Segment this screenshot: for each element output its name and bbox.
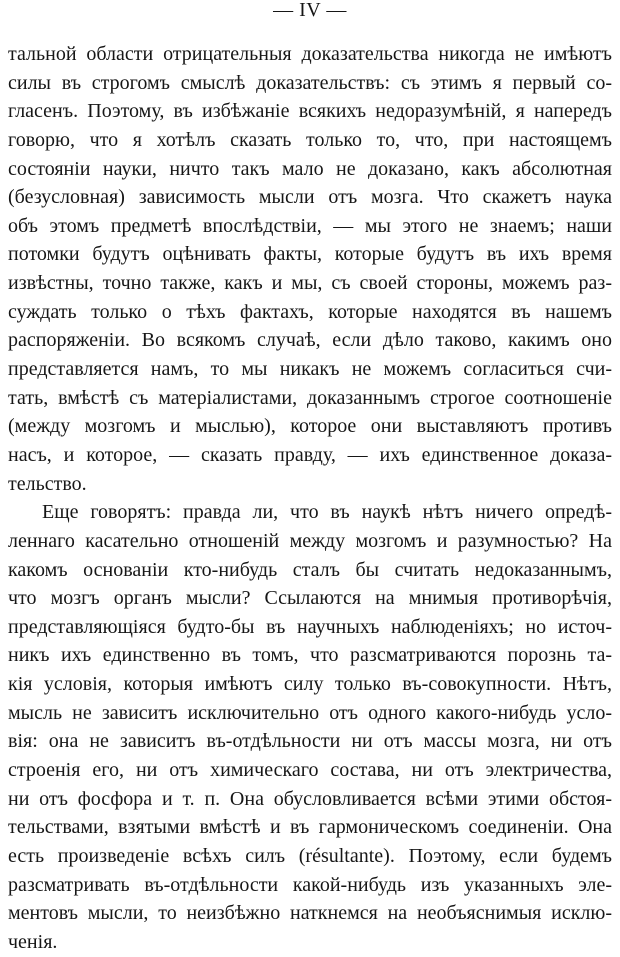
paragraph-2-line: ментовъ мысли, то неизбѣжно наткнемся на необъяснимыя исклю- [8, 902, 612, 925]
paragraph-1-line: потомки будутъ оцѣнивать факты, которые будутъ въ ихъ время [8, 243, 612, 266]
paragraph-2-line: какомъ основаніи кто-нибудь сталъ бы считать недоказаннымъ, [8, 558, 612, 581]
paragraph-1-line: (между мозгомъ и мыслью), которое они выставляютъ противъ [8, 415, 612, 438]
paragraph-2-line: есть произведеніе всѣхъ силъ (résultante). Поэтому, если будемъ [8, 844, 612, 867]
paragraph-1-last-line: тельство. [8, 472, 87, 495]
paragraph-2-line: леннаго касательно отношеній между мозгомъ и разумностью? На [8, 529, 612, 552]
paragraph-1-line: тальной области отрицательныя доказательства никогда не имѣютъ [8, 43, 612, 65]
paragraph-2-line: вія: она не зависитъ въ-отдѣльности ни отъ массы мозга, ни отъ [8, 730, 612, 753]
paragraph-2-line: кія условія, которыя имѣютъ силу только въ-совокупности. Нѣтъ, [8, 673, 612, 696]
paragraph-2-line: мысль не зависитъ исключительно отъ одного какого-нибудь усло- [8, 701, 612, 724]
paragraph-1-line: тать, вмѣстѣ съ матеріалистами, доказаннымъ строгое соотношеніе [8, 386, 612, 409]
paragraph-2-line: разсматривать въ-отдѣльности какой-нибудь изъ указанныхъ эле- [8, 873, 612, 896]
paragraph-1-line: объ этомъ предметѣ впослѣдствіи, — мы этого не знаемъ; наши [8, 214, 612, 237]
paragraph-2-line: что мозгъ органъ мысли? Ссылаются на мнимыя противорѣчія, [8, 587, 612, 610]
paragraph-1-line: силы въ строгомъ смыслѣ доказательствъ: съ этимъ я первый со- [8, 71, 612, 94]
paragraph-1-line: распоряженіи. Во всякомъ случаѣ, если дѣло таково, какимъ оно [8, 329, 612, 352]
paragraph-2-line: представляющіяся будто-бы въ научныхъ наблюденіяхъ; но источ- [8, 615, 612, 638]
page-number: — IV — [273, 0, 347, 21]
paragraph-2-line: строенія его, ни отъ химическаго состава, ни отъ электричества, [8, 759, 612, 782]
paragraph-2-line: никъ ихъ единственно въ томъ, что разсматриваются порознь та- [8, 644, 612, 667]
paragraph-1-line: насъ, и которое, — сказать правду, — ихъ единственное доказа- [8, 443, 612, 466]
text-body [8, 40, 612, 957]
paragraph-1-line: говорю, что я хотѣлъ сказать только то, что, при настоящемъ [8, 128, 612, 151]
paragraph-1-line: извѣстны, точно также, какъ и мы, съ своей стороны, можемъ раз- [8, 272, 612, 295]
paragraph-2-line: тельствами, взятыми вмѣстѣ и въ гармоническомъ соединеніи. Она [8, 816, 612, 839]
paragraph-1-line: суждать только о тѣхъ фактахъ, которые находятся въ нашемъ [8, 300, 612, 323]
paragraph-1-line: состояніи науки, ничто такъ мало не доказано, какъ абсолютная [8, 157, 612, 180]
paragraph-2-last-line: ченія. [8, 930, 58, 953]
paragraph-1-line: гласенъ. Поэтому, въ избѣжаніе всякихъ недоразумѣній, я напередъ [8, 100, 612, 123]
paragraph-2-line: ни отъ фосфора и т. п. Она обусловливается всѣми этими обстоя- [8, 787, 612, 810]
paragraph-2-first-line: Еще говорятъ: правда ли, что въ наукѣ нѣтъ ничего опредѣ- [42, 501, 612, 524]
paragraph-1-line: (безусловная) зависимость мысли отъ мозга. Что скажетъ наука [8, 186, 612, 209]
paragraph-1-line: представляется намъ, то мы никакъ не можемъ согласиться счи- [8, 358, 612, 381]
